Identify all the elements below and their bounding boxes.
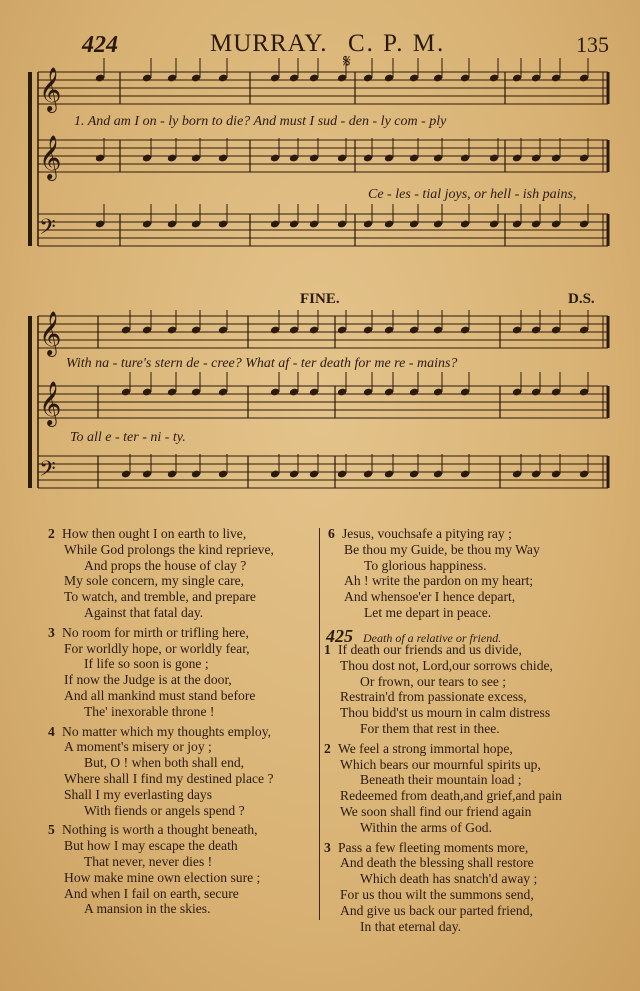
verse-block-right-bottom bbox=[324, 642, 562, 934]
verse-text: But, O ! when both shall end, bbox=[84, 755, 245, 771]
verse-line bbox=[344, 542, 540, 558]
verse-text: And whensoe'er I hence depart, bbox=[344, 589, 516, 605]
ds-mark: D.S. bbox=[568, 291, 595, 307]
verse-text: But how I may escape the death bbox=[64, 838, 238, 854]
verse-number: 2 bbox=[324, 740, 331, 756]
verse-number: 3 bbox=[324, 839, 331, 855]
verse-line bbox=[340, 804, 562, 820]
treble-clef-icon: 𝄞 bbox=[39, 135, 62, 179]
verse-block-left bbox=[48, 526, 274, 917]
lyric-line: Ce - les - tial joys, or hell - ish pains, bbox=[368, 187, 577, 202]
verse-text: No matter which my thoughts employ, bbox=[62, 723, 272, 739]
verse-line bbox=[64, 787, 274, 803]
verse-text: And props the house of clay ? bbox=[84, 557, 247, 573]
verse-line bbox=[64, 803, 274, 819]
verse-text: For them that rest in thee. bbox=[360, 720, 500, 736]
verse-text: We feel a strong immortal hope, bbox=[338, 740, 513, 756]
verse-text: Which death has snatch'd away ; bbox=[360, 871, 538, 887]
verse-number: 5 bbox=[48, 822, 55, 838]
verse-text: Against that fatal day. bbox=[84, 604, 204, 620]
verse-line bbox=[64, 901, 274, 917]
verse-text: And give us back our parted friend, bbox=[340, 902, 533, 918]
verse-text: Or frown, our tears to see ; bbox=[360, 673, 507, 689]
verse-block-right-top bbox=[328, 526, 540, 621]
tune-title: MURRAY. bbox=[210, 30, 328, 57]
verse-text: How then ought I on earth to live, bbox=[62, 526, 247, 541]
verse-text: How make mine own election sure ; bbox=[64, 869, 261, 885]
verse-line bbox=[64, 542, 274, 558]
hymn-425-number: 425 bbox=[326, 626, 353, 646]
verse-text: While God prolongs the kind reprieve, bbox=[64, 541, 274, 557]
verse-line bbox=[64, 589, 274, 605]
verse-number: 4 bbox=[48, 723, 55, 739]
verse-text: If now the Judge is at the door, bbox=[64, 672, 232, 688]
verse-line bbox=[340, 903, 562, 919]
verse-text: The' inexorable throne ! bbox=[84, 703, 215, 719]
verse-text: Shall I my everlasting days bbox=[64, 786, 212, 802]
verse-line bbox=[64, 870, 274, 886]
segno-icon: 𝄋 bbox=[343, 51, 351, 72]
verse-text: For us thou wilt the summons send, bbox=[340, 886, 534, 902]
verse-line bbox=[324, 740, 562, 757]
verse-number: 2 bbox=[48, 526, 55, 541]
bass-clef-icon: 𝄢 bbox=[39, 457, 56, 487]
verse-line bbox=[340, 887, 562, 903]
verse-line bbox=[64, 573, 274, 589]
verse-text: Be thou my Guide, be thou my Way bbox=[344, 541, 540, 557]
verse-line bbox=[64, 605, 274, 621]
verse-line bbox=[48, 624, 274, 641]
verse-text: To glorious happiness. bbox=[364, 557, 487, 573]
verse-line bbox=[340, 788, 562, 804]
verse-line bbox=[340, 689, 562, 705]
fine-mark: FINE. bbox=[300, 291, 340, 307]
verse-line bbox=[64, 558, 274, 574]
verse-text: If death our friends and us divide, bbox=[338, 642, 522, 657]
lyric-line: To all e - ter - ni - ty. bbox=[70, 430, 186, 445]
verse-text: A moment's misery or joy ; bbox=[64, 739, 212, 755]
verse-line bbox=[64, 771, 274, 787]
verse-text: To watch, and tremble, and prepare bbox=[64, 589, 256, 605]
lyric-line: 1. And am I on - ly born to die? And must I sud - den - ly com - ply bbox=[74, 114, 447, 129]
verse-text: For worldly hope, or worldly fear, bbox=[64, 640, 250, 656]
verse-line bbox=[340, 658, 562, 674]
verse-line bbox=[64, 755, 274, 771]
verse-text: Restrain'd from passionate excess, bbox=[340, 689, 527, 705]
verse-line bbox=[328, 526, 540, 542]
verse-text: Jesus, vouchsafe a pitying ray ; bbox=[342, 526, 512, 541]
verse-text: Thou dost not, Lord,our sorrows chide, bbox=[340, 657, 553, 673]
verse-line bbox=[48, 723, 274, 740]
verse-line bbox=[340, 721, 562, 737]
verse-number: 6 bbox=[328, 526, 335, 541]
verse-text: Let me depart in peace. bbox=[364, 604, 492, 620]
verse-text: And all mankind must stand before bbox=[64, 687, 256, 703]
verse-text: Pass a few fleeting moments more, bbox=[338, 839, 529, 855]
verse-line bbox=[64, 838, 274, 854]
verse-text: In that eternal day. bbox=[360, 918, 462, 934]
verse-line bbox=[64, 641, 274, 657]
verse-number: 1 bbox=[324, 642, 331, 657]
verse-line bbox=[344, 589, 540, 605]
verse-line bbox=[64, 854, 274, 870]
verse-line bbox=[64, 886, 274, 902]
hymn-425-title: Death of a relative or friend. bbox=[363, 631, 502, 645]
verse-line bbox=[344, 558, 540, 574]
verse-text: Which bears our mournful spirits up, bbox=[340, 756, 541, 772]
verse-line bbox=[340, 820, 562, 836]
verse-line bbox=[340, 871, 562, 887]
verse-line bbox=[340, 674, 562, 690]
verse-line bbox=[64, 704, 274, 720]
verse-text: Nothing is worth a thought beneath, bbox=[62, 822, 258, 838]
verse-line bbox=[48, 526, 274, 542]
verse-line bbox=[64, 656, 274, 672]
bass-clef-icon: 𝄢 bbox=[39, 215, 56, 245]
verse-line bbox=[340, 757, 562, 773]
verse-line bbox=[344, 605, 540, 621]
verse-text: Where shall I find my destined place ? bbox=[64, 770, 274, 786]
verse-line bbox=[48, 822, 274, 838]
verse-line bbox=[340, 855, 562, 871]
lyric-line: With na - ture's stern de - cree? What af - ter death for me re - mains? bbox=[66, 356, 458, 371]
verse-text: A mansion in the skies. bbox=[84, 901, 211, 917]
verse-line bbox=[340, 919, 562, 935]
verse-text: We soon shall find our friend again bbox=[340, 803, 532, 819]
verse-line bbox=[340, 772, 562, 788]
verse-text: No room for mirth or trifling here, bbox=[62, 624, 249, 640]
page-number: 135 bbox=[576, 32, 609, 57]
verse-text: That never, never dies ! bbox=[84, 853, 213, 869]
verse-line bbox=[324, 642, 562, 658]
verse-text: Redeemed from death,and grief,and pain bbox=[340, 788, 562, 804]
treble-clef-icon: 𝄞 bbox=[39, 311, 62, 355]
column-divider bbox=[319, 528, 320, 920]
treble-clef-icon: 𝄞 bbox=[39, 67, 62, 111]
verse-line bbox=[64, 739, 274, 755]
verse-number: 3 bbox=[48, 624, 55, 640]
verse-line bbox=[64, 672, 274, 688]
hymn-number: 424 bbox=[82, 32, 118, 58]
verse-line bbox=[64, 688, 274, 704]
verse-text: And when I fail on earth, secure bbox=[64, 885, 239, 901]
verse-text: Thou bidd'st us mourn in calm distress bbox=[340, 705, 551, 721]
verse-line bbox=[324, 839, 562, 856]
verse-line bbox=[344, 573, 540, 589]
verse-text: With fiends or angels spend ? bbox=[84, 802, 245, 818]
treble-clef-icon: 𝄞 bbox=[39, 381, 62, 425]
verse-line bbox=[340, 705, 562, 721]
verse-text: My sole concern, my single care, bbox=[64, 573, 245, 589]
verse-text: Ah ! write the pardon on my heart; bbox=[344, 573, 534, 589]
meter-label: C. P. M. bbox=[348, 30, 446, 57]
verse-text: Beneath their mountain load ; bbox=[360, 772, 522, 788]
verse-text: Within the arms of God. bbox=[360, 819, 492, 835]
verse-text: If life so soon is gone ; bbox=[84, 656, 209, 672]
verse-text: And death the blessing shall restore bbox=[340, 855, 534, 871]
